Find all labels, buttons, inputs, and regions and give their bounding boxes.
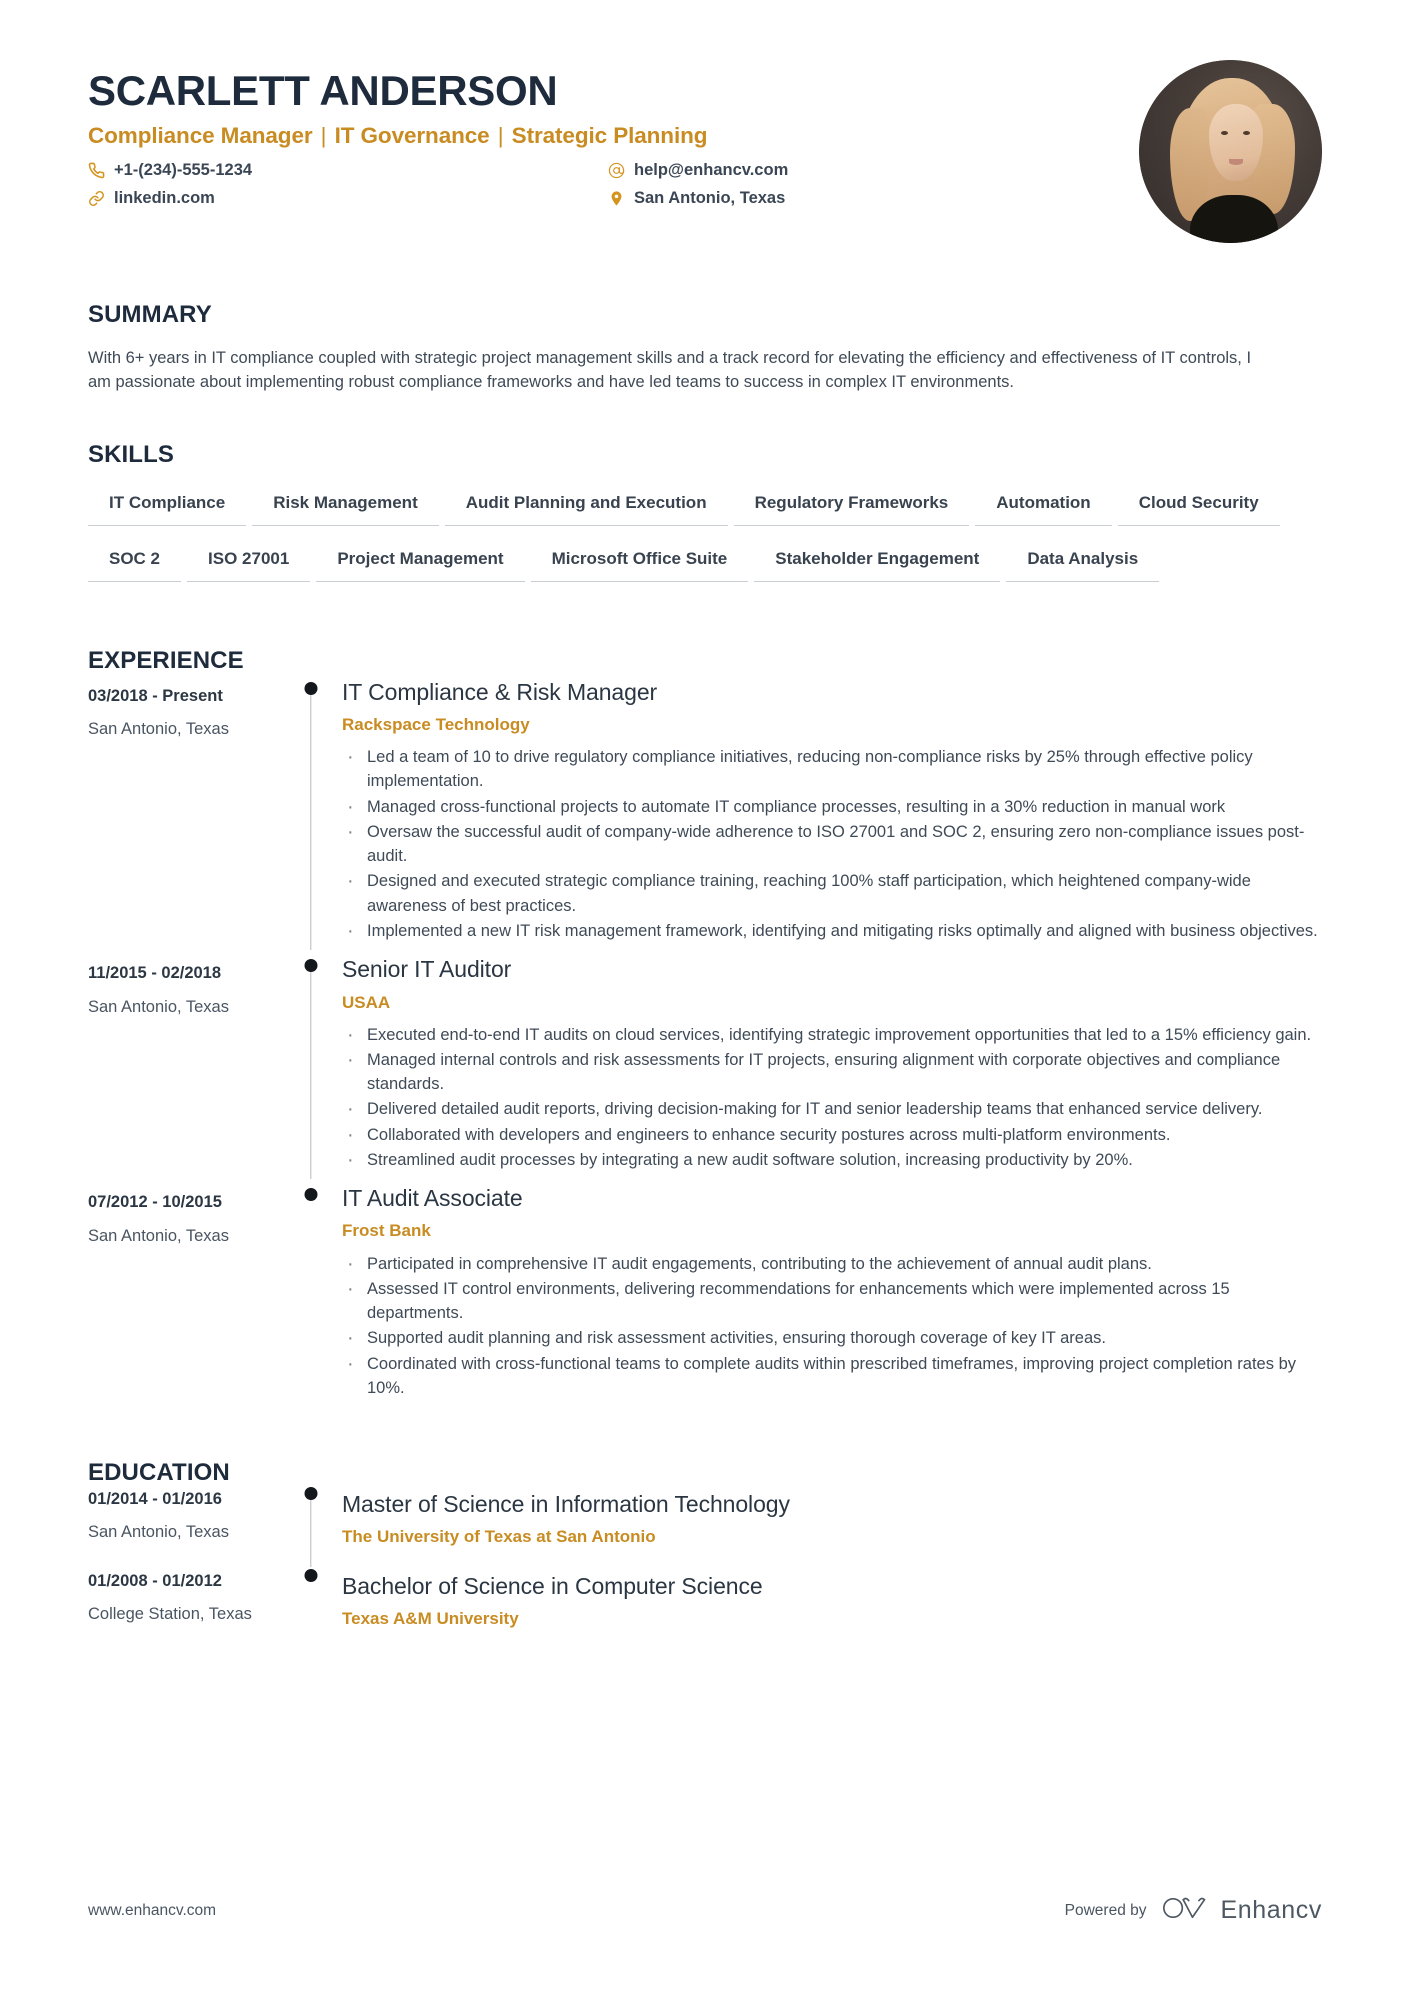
timeline-dot-icon xyxy=(305,1487,318,1500)
contact-phone-value: +1-(234)-555-1234 xyxy=(114,161,253,180)
experience-bullet: · Participated in comprehensive IT audit engagements, contributing to the achievement of annual audit plans. xyxy=(342,1252,1322,1276)
timeline-rail xyxy=(288,673,334,950)
skill-chip: Microsoft Office Suite xyxy=(531,543,749,582)
contact-email[interactable] xyxy=(608,160,1139,181)
timeline-dot-icon xyxy=(305,959,318,972)
skill-chip: SOC 2 xyxy=(88,543,181,582)
experience-date: 07/2012 - 10/2015 xyxy=(88,1193,222,1212)
skill-chip: Automation xyxy=(975,487,1111,526)
job-title-part-2: IT Governance xyxy=(334,123,490,149)
education-entry-meta xyxy=(88,1567,288,1626)
education-entry xyxy=(88,1485,1322,1566)
avatar xyxy=(1139,60,1322,243)
experience-role: IT Compliance & Risk Manager xyxy=(342,678,658,705)
experience-bullets xyxy=(342,1023,1322,1173)
experience-bullets xyxy=(342,1252,1322,1401)
experience-organization: Rackspace Technology xyxy=(342,715,530,735)
experience-bullet: · Managed internal controls and risk assessments for IT projects, ensuring alignment with corporate objectives and compliance standards. xyxy=(342,1048,1322,1097)
contact-info xyxy=(88,160,1139,208)
brand-block xyxy=(1162,1894,1323,1927)
education-date: 01/2008 - 01/2012 xyxy=(88,1571,222,1590)
timeline-dot-icon xyxy=(305,682,318,695)
education-location: San Antonio, Texas xyxy=(88,1523,229,1542)
education-entry-body xyxy=(334,1567,1322,1648)
experience-entry-body xyxy=(334,1179,1322,1407)
link-icon xyxy=(88,190,105,207)
education-date: 01/2014 - 01/2016 xyxy=(88,1490,222,1509)
contact-phone[interactable] xyxy=(88,160,608,181)
job-title-part-3: Strategic Planning xyxy=(511,123,708,149)
timeline-rail xyxy=(288,1567,334,1648)
enhancv-logo-icon xyxy=(1162,1894,1210,1927)
timeline-rail xyxy=(288,1485,334,1566)
education-heading: EDUCATION xyxy=(88,1459,230,1487)
resume-footer xyxy=(88,1894,1322,1927)
footer-url[interactable]: www.enhancv.com xyxy=(88,1901,217,1919)
timeline-rail xyxy=(288,950,334,1179)
contact-linkedin-value: linkedin.com xyxy=(114,188,215,207)
experience-entry xyxy=(88,1179,1322,1407)
education-location: College Station, Texas xyxy=(88,1604,252,1623)
skill-chip: Project Management xyxy=(316,543,524,582)
experience-organization: Frost Bank xyxy=(342,1221,431,1241)
timeline-dot-icon xyxy=(305,1188,318,1201)
contact-location-value: San Antonio, Texas xyxy=(634,188,786,207)
experience-entry-body xyxy=(334,673,1322,950)
job-title-separator: | xyxy=(314,123,333,149)
experience-bullet: · Executed end-to-end IT audits on cloud services, identifying strategic improvement opportunities that led to a 15% efficiency gain. xyxy=(342,1023,1322,1047)
timeline-dot-icon xyxy=(305,1569,318,1582)
education-section xyxy=(88,1461,1322,1648)
skill-chip: ISO 27001 xyxy=(187,543,310,582)
skill-chip: Data Analysis xyxy=(1006,543,1159,582)
experience-section xyxy=(88,646,1322,1407)
timeline-rail xyxy=(288,1179,334,1407)
timeline-line xyxy=(310,966,311,1179)
experience-entry-body xyxy=(334,950,1322,1179)
contact-linkedin[interactable] xyxy=(88,188,608,209)
header-text-block xyxy=(88,56,1139,209)
avatar-mouth xyxy=(1229,159,1243,165)
education-degree: Bachelor of Science in Computer Science xyxy=(342,1572,763,1599)
experience-bullet: · Led a team of 10 to drive regulatory compliance initiatives, reducing non-compliance risks by 25% through effective policy implementation. xyxy=(342,745,1322,794)
timeline-line xyxy=(310,1494,311,1566)
education-entry-meta xyxy=(88,1485,288,1544)
experience-bullet: · Oversaw the successful audit of company-wide adherence to ISO 27001 and SOC 2, ensuring zero non-compliance issues post-audit. xyxy=(342,820,1322,869)
experience-entry xyxy=(88,673,1322,950)
experience-bullet: · Designed and executed strategic compliance training, reaching 100% staff participation, which heightened company-wide awareness of best practices. xyxy=(342,869,1322,918)
experience-date: 11/2015 - 02/2018 xyxy=(88,964,222,983)
brand-name: Enhancv xyxy=(1220,1896,1322,1924)
experience-entry-meta xyxy=(88,950,288,1018)
summary-section xyxy=(88,303,1322,395)
education-entry xyxy=(88,1567,1322,1648)
experience-bullet: · Coordinated with cross-functional teams to complete audits within prescribed timeframes, improving project completion rates by 10%. xyxy=(342,1352,1322,1401)
experience-organization: USAA xyxy=(342,992,391,1012)
job-title-separator: | xyxy=(491,123,510,149)
experience-bullet: · Streamlined audit processes by integrating a new audit software solution, increasing productivity by 20%. xyxy=(342,1148,1322,1172)
experience-location: San Antonio, Texas xyxy=(88,720,229,739)
education-institution: The University of Texas at San Antonio xyxy=(342,1527,656,1547)
experience-bullet: · Supported audit planning and risk assessment activities, ensuring thorough coverage of key IT areas. xyxy=(342,1326,1322,1350)
skills-section xyxy=(88,440,1322,599)
skill-chip: Audit Planning and Execution xyxy=(445,487,728,526)
contact-email-value: help@enhancv.com xyxy=(634,161,789,180)
contact-location xyxy=(608,188,1139,209)
email-icon xyxy=(608,162,625,179)
page-title: SCARLETT ANDERSON xyxy=(88,67,558,114)
experience-bullet: · Implemented a new IT risk management framework, identifying and mitigating risks optimally and aligned with business objectives. xyxy=(342,919,1322,943)
experience-location: San Antonio, Texas xyxy=(88,1226,229,1245)
skills-list xyxy=(88,487,1322,599)
experience-bullet: · Delivered detailed audit reports, driving decision-making for IT and senior leadership teams that enhanced service delivery. xyxy=(342,1097,1322,1121)
skill-chip: Regulatory Frameworks xyxy=(734,487,970,526)
summary-heading: SUMMARY xyxy=(88,301,212,328)
powered-by-label: Powered by xyxy=(1064,1901,1147,1919)
footer-branding xyxy=(1065,1894,1322,1927)
skills-heading: SKILLS xyxy=(88,440,174,468)
timeline-line xyxy=(310,689,311,950)
job-title xyxy=(88,122,1139,149)
experience-location: San Antonio, Texas xyxy=(88,997,229,1016)
experience-entry xyxy=(88,950,1322,1179)
education-institution: Texas A&M University xyxy=(342,1608,519,1628)
skill-chip: Cloud Security xyxy=(1118,487,1280,526)
education-entry-body xyxy=(334,1485,1322,1566)
experience-entry-meta xyxy=(88,1179,288,1247)
experience-bullet: · Collaborated with developers and engineers to enhance security postures across multi-platform environments. xyxy=(342,1123,1322,1147)
job-title-part-1: Compliance Manager xyxy=(88,123,313,149)
experience-date: 03/2018 - Present xyxy=(88,686,223,705)
phone-icon xyxy=(88,162,105,179)
skill-chip: IT Compliance xyxy=(88,487,246,526)
location-icon xyxy=(608,190,625,207)
experience-bullet: · Assessed IT control environments, delivering recommendations for enhancements which were implemented across 15 departments. xyxy=(342,1277,1322,1326)
education-degree: Master of Science in Information Technology xyxy=(342,1491,790,1518)
experience-bullets xyxy=(342,745,1322,943)
skill-chip: Stakeholder Engagement xyxy=(754,543,1000,582)
experience-role: IT Audit Associate xyxy=(342,1185,523,1212)
resume-header xyxy=(88,0,1322,243)
summary-text: With 6+ years in IT compliance coupled with strategic project management skills and a track record for elevating the efficiency and effectiveness of IT controls, I am passionate about implementing robust compliance frameworks and have led teams to success in complex IT environments. xyxy=(88,349,1252,392)
skill-chip: Risk Management xyxy=(252,487,439,526)
experience-entry-meta xyxy=(88,673,288,741)
experience-heading: EXPERIENCE xyxy=(88,646,244,674)
experience-bullet: · Managed cross-functional projects to automate IT compliance processes, resulting in a 30% reduction in manual work xyxy=(342,795,1322,819)
experience-role: Senior IT Auditor xyxy=(342,956,512,983)
